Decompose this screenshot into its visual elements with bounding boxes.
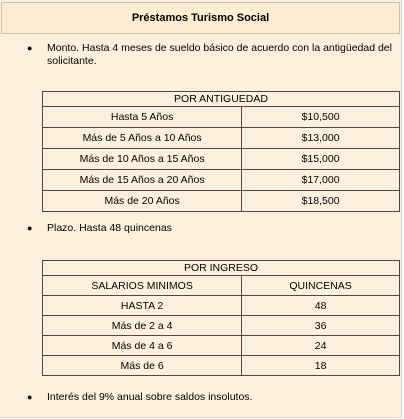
bullet-dot-icon: ● [27,392,33,402]
table-cell-amount: $17,000 [242,170,400,191]
table-cell-quincenas: 36 [242,316,400,336]
table-cell-range: Más de 20 Años [43,191,242,212]
table-cell-amount: $15,000 [242,149,400,170]
table-cell-salarios: Más de 2 a 4 [43,316,242,336]
bullet-plazo [27,222,377,235]
table-cell-amount: $13,000 [242,128,400,149]
bullet-interes [27,391,377,404]
table-column-header-row [43,276,400,296]
table-cell-salarios: Más de 6 [43,356,242,376]
table-cell-salarios: HASTA 2 [43,296,242,316]
bullet-text: Interés del 9% anual sobre saldos insolutos. [47,391,253,403]
bullet-text: Monto. Hasta 4 meses de sueldo básico de acuerdo con la antigüedad del solicitante. [47,42,392,67]
table-cell-quincenas: 18 [242,356,400,376]
table-row [43,128,400,149]
table-row [43,336,400,356]
table-row [43,191,400,212]
table-cell-quincenas: 48 [242,296,400,316]
table-cell-amount: $10,500 [242,107,400,128]
table-cell-amount: $18,500 [242,191,400,212]
table-row [43,170,400,191]
table-cell-range: Más de 15 Años a 20 Años [43,170,242,191]
bullet-dot-icon: ● [27,43,33,53]
ingreso-table [42,260,400,376]
table-header-row [43,92,400,107]
page-title-text: Préstamos Turismo Social [131,12,270,24]
column-header-salarios: SALARIOS MINIMOS [43,276,242,296]
table-cell-salarios: Más de 4 a 6 [43,336,242,356]
bullet-text: Plazo. Hasta 48 quincenas [47,222,172,234]
table-header: POR ANTIGUEDAD [43,92,400,107]
bullet-monto [27,42,401,68]
table-cell-range: Más de 10 Años a 15 Años [43,149,242,170]
column-header-quincenas: QUINCENAS [242,276,400,296]
page-title [1,2,400,34]
table-row [43,356,400,376]
table-row [43,149,400,170]
table-cell-range: Más de 5 Años a 10 Años [43,128,242,149]
bullet-dot-icon: ● [27,223,33,233]
table-row [43,107,400,128]
table-cell-quincenas: 24 [242,336,400,356]
table-cell-range: Hasta 5 Años [43,107,242,128]
table-header-row [43,261,400,276]
table-header: POR INGRESO [43,261,400,276]
antiguedad-table [42,91,400,212]
table-row [43,296,400,316]
table-row [43,316,400,336]
